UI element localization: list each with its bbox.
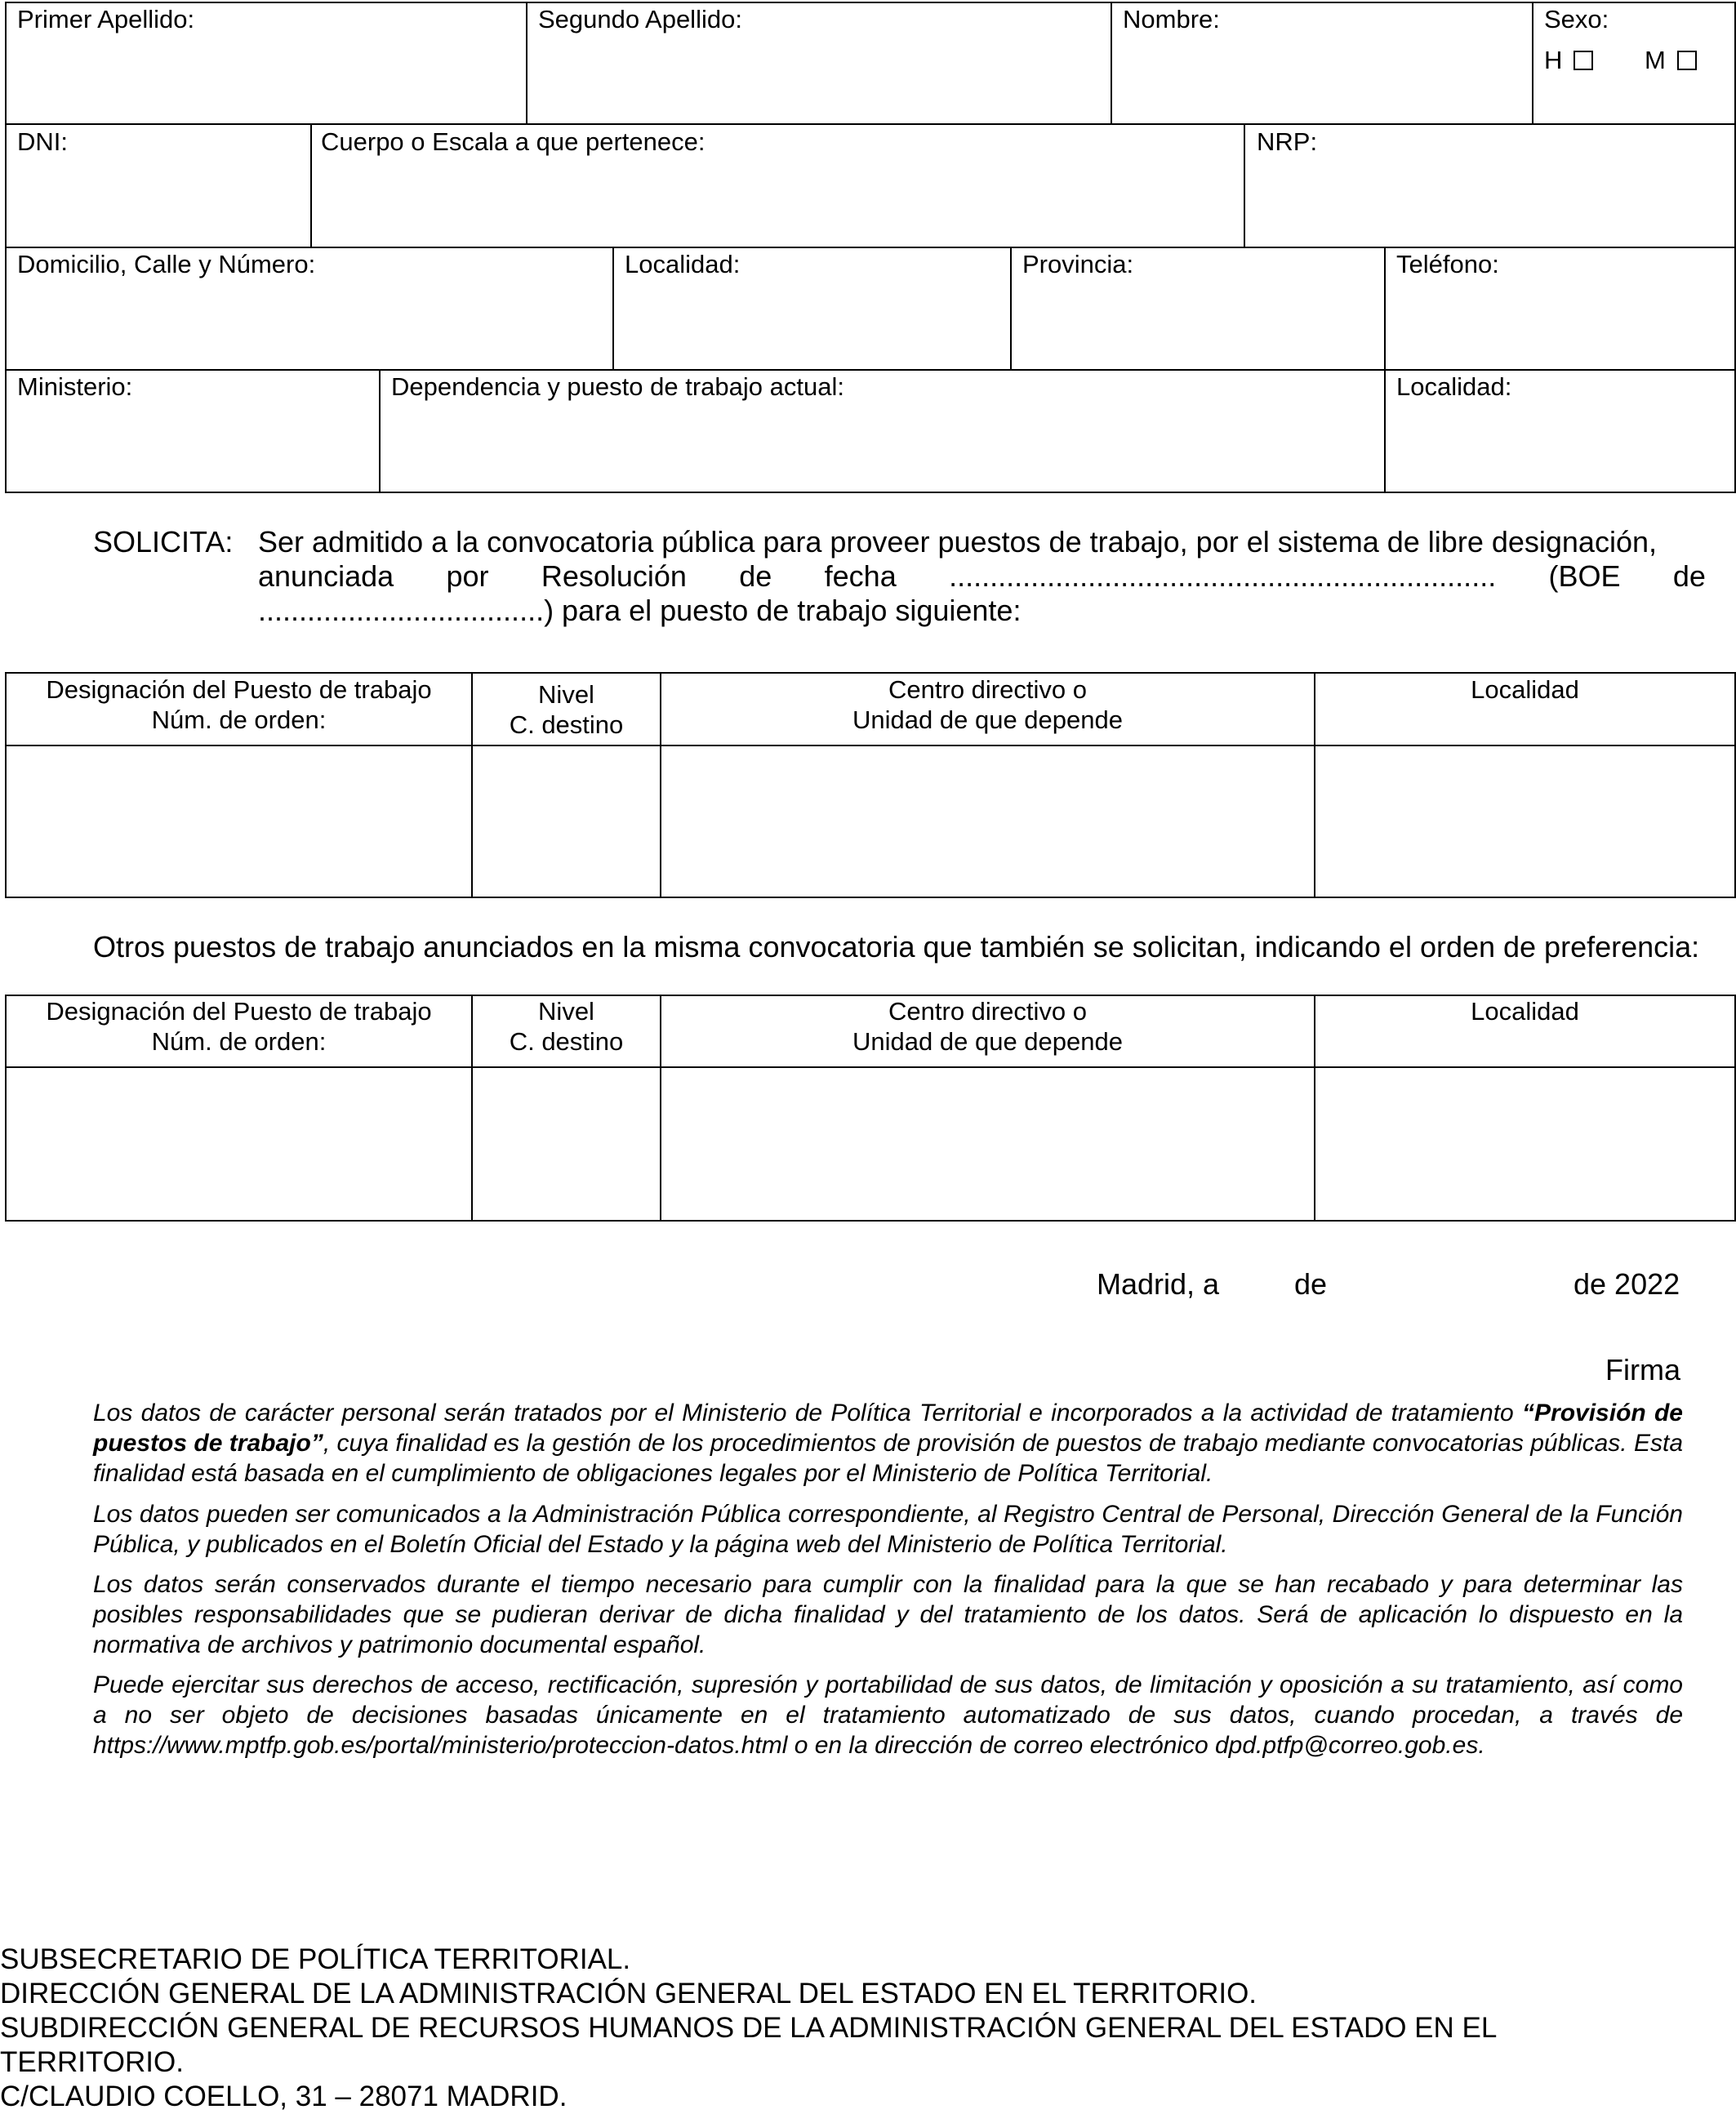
segundo-apellido-field[interactable] <box>527 41 1111 122</box>
fecha-de: de <box>1294 1267 1328 1301</box>
ministerio-label: Ministerio: <box>17 372 133 401</box>
nombre-field[interactable] <box>1112 41 1532 122</box>
solicita-word: por <box>446 559 489 593</box>
sexo-label: Sexo: <box>1544 5 1609 33</box>
table-border <box>1532 2 1533 124</box>
header-line: Nivel <box>538 680 594 709</box>
sexo-m-checkbox[interactable] <box>1677 51 1697 70</box>
dni-label: DNI: <box>17 127 68 156</box>
domicilio-field[interactable] <box>7 286 612 367</box>
otros-nivel-field[interactable] <box>473 1068 660 1220</box>
privacy-paragraph-2: Los datos pueden ser comunicados a la Administración Pública correspondiente, al Registro Central de Personal, Dirección General de la Función Pública, y publicados en el Boletín Oficial del Estado y la página web del Ministerio de Política Territorial. <box>93 1501 1683 1558</box>
otros-header-centro <box>661 996 1314 1057</box>
localidad-field[interactable] <box>614 286 1010 367</box>
solicita-line-3: ...................................) para el puesto de trabajo siguiente: <box>258 594 1022 627</box>
solicita-word: ................................................................... <box>949 559 1497 593</box>
header-line: C. destino <box>509 710 624 739</box>
solicita-word: de <box>739 559 772 593</box>
cuerpo-escala-label: Cuerpo o Escala a que pertenece: <box>321 127 706 156</box>
solicita-word: de <box>1672 559 1706 593</box>
provincia-field[interactable] <box>1012 286 1384 367</box>
privacy-text: Los datos de carácter personal serán tratados por el Ministerio de Política Territorial e incorporados a la actividad de tratamiento <box>93 1400 1514 1426</box>
nrp-field[interactable] <box>1245 163 1734 245</box>
solicita-label: SOLICITA: <box>93 525 234 559</box>
otros-centro-field[interactable] <box>661 1068 1314 1220</box>
table-border <box>5 369 1735 371</box>
header-line: Núm. de orden: <box>151 1027 327 1056</box>
header-line: Designación del Puesto de trabajo <box>46 997 432 1026</box>
provincia-label: Provincia: <box>1022 250 1134 278</box>
puesto-header-nivel <box>473 679 660 740</box>
fecha-year: de 2022 <box>1574 1267 1680 1301</box>
segundo-apellido-label: Segundo Apellido: <box>538 5 742 33</box>
firma-label: Firma <box>1605 1353 1680 1386</box>
footer-line: SUBDIRECCIÓN GENERAL DE RECURSOS HUMANOS DE LA ADMINISTRACIÓN GENERAL DEL ESTADO EN EL <box>0 2012 1498 2044</box>
footer-line: TERRITORIO. <box>0 2046 184 2078</box>
sexo-h-label: H <box>1544 46 1563 74</box>
puesto-designacion-field[interactable] <box>7 746 471 897</box>
header-line: Nivel <box>538 997 594 1026</box>
domicilio-label: Domicilio, Calle y Número: <box>17 250 316 278</box>
privacy-activity-name: “Provisión de puestos de trabajo” <box>93 1400 1683 1457</box>
header-line: Centro directivo o <box>888 675 1087 704</box>
table-border <box>5 123 1735 125</box>
localidad-actual-label: Localidad: <box>1396 372 1512 401</box>
otros-header-designacion <box>7 996 471 1057</box>
nombre-label: Nombre: <box>1123 5 1220 33</box>
puesto-header-centro <box>661 674 1314 735</box>
dni-field[interactable] <box>7 163 310 245</box>
header-line: Unidad de que depende <box>852 705 1123 734</box>
privacy-paragraph-1 <box>93 1398 1683 1489</box>
otros-header-localidad: Localidad <box>1471 997 1579 1026</box>
localidad-actual-field[interactable] <box>1386 408 1734 490</box>
telefono-field[interactable] <box>1386 286 1734 367</box>
fecha-madrid: Madrid, a <box>1097 1267 1220 1301</box>
footer-line: DIRECCIÓN GENERAL DE LA ADMINISTRACIÓN GENERAL DEL ESTADO EN EL TERRITORIO. <box>0 1978 1257 2009</box>
solicita-word: Resolución <box>541 559 687 593</box>
otros-header-nivel <box>473 996 660 1057</box>
sexo-m-label: M <box>1645 46 1666 74</box>
header-line: Unidad de que depende <box>852 1027 1123 1056</box>
table-border <box>5 1220 1735 1222</box>
localidad-label: Localidad: <box>625 250 741 278</box>
solicita-line-1: Ser admitido a la convocatoria pública para proveer puestos de trabajo, por el sistema de libre designación, <box>258 525 1657 559</box>
solicita-word: anunciada <box>258 559 394 593</box>
privacy-text: , cuya finalidad es la gestión de los procedimientos de provisión de puestos de trabajo mediante convocatorias públicas. Esta finalidad está basada en el cumplimiento de obligaciones legales por el Ministerio de Política Territorial. <box>93 1430 1684 1487</box>
header-line: C. destino <box>509 1027 624 1056</box>
header-line: Centro directivo o <box>888 997 1087 1026</box>
table-border <box>5 247 1735 248</box>
primer-apellido-field[interactable] <box>7 41 526 122</box>
table-border <box>5 672 1735 674</box>
puesto-nivel-field[interactable] <box>473 746 660 897</box>
solicita-word: (BOE <box>1548 559 1621 593</box>
dependencia-field[interactable] <box>381 408 1384 490</box>
solicita-word: fecha <box>824 559 897 593</box>
puesto-header-localidad: Localidad <box>1471 675 1579 704</box>
table-border <box>5 2 1735 3</box>
sexo-h-option[interactable] <box>1544 46 1593 75</box>
ministerio-field[interactable] <box>7 408 379 490</box>
privacy-paragraph-3: Los datos serán conservados durante el tiempo necesario para cumplir con la finalidad para la que se han recabado y para determinar las posibles responsabilidades que se pudieran derivar de dicha finalidad y del tratamiento de los datos. Será de aplicación lo dispuesto en la normativa de archivos y patrimonio documental español. <box>93 1571 1683 1658</box>
otros-localidad-field[interactable] <box>1315 1068 1734 1220</box>
primer-apellido-label: Primer Apellido: <box>17 5 195 33</box>
solicita-line-2 <box>258 559 1706 594</box>
header-line: Designación del Puesto de trabajo <box>46 675 432 704</box>
puesto-header-designacion <box>7 674 471 735</box>
privacy-paragraph-4: Puede ejercitar sus derechos de acceso, rectificación, supresión y portabilidad de sus datos, de limitación y oposición a su tratamiento, así como a no ser objeto de decisiones basadas únicamente en el tratamiento automatizado de sus datos, cuando procedan, a través de https://www.mptfp.gob.es/portal/ministerio/proteccion-datos.html o en la dirección de correo electrónico dpd.ptfp@correo.gob.es. <box>93 1671 1683 1759</box>
sexo-m-option[interactable] <box>1645 46 1697 75</box>
footer-line: SUBSECRETARIO DE POLÍTICA TERRITORIAL. <box>0 1943 631 1975</box>
header-line: Núm. de orden: <box>151 705 327 734</box>
otros-designacion-field[interactable] <box>7 1068 471 1220</box>
puesto-centro-field[interactable] <box>661 746 1314 897</box>
otros-puestos-text: Otros puestos de trabajo anunciados en la misma convocatoria que también se solicitan, indicando el orden de preferencia: <box>93 930 1700 964</box>
telefono-label: Teléfono: <box>1396 250 1499 278</box>
cuerpo-escala-field[interactable] <box>312 163 1244 245</box>
table-border <box>5 492 1735 493</box>
footer-line: C/CLAUDIO COELLO, 31 – 28071 MADRID. <box>0 2081 568 2112</box>
puesto-localidad-field[interactable] <box>1315 746 1734 897</box>
table-border <box>5 897 1735 898</box>
dependencia-label: Dependencia y puesto de trabajo actual: <box>391 372 844 401</box>
nrp-label: NRP: <box>1257 127 1318 156</box>
sexo-h-checkbox[interactable] <box>1574 51 1593 70</box>
